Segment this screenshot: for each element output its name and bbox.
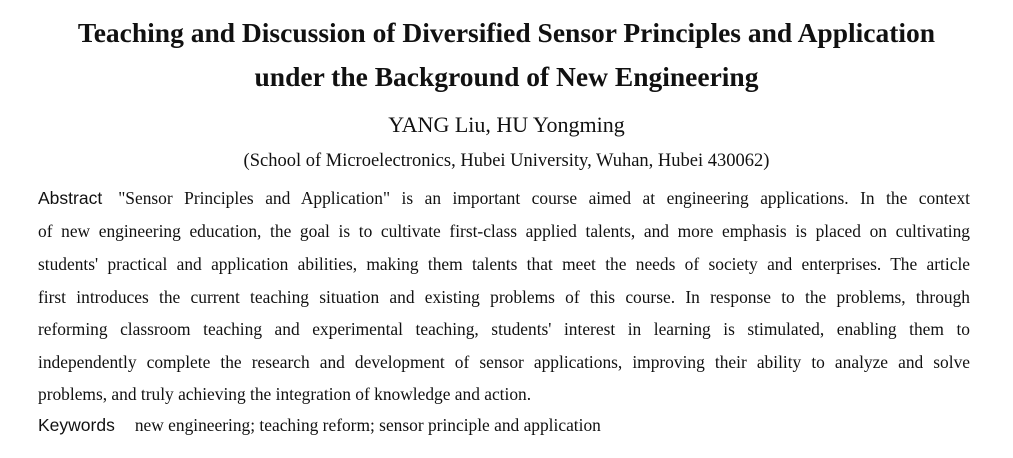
keywords-text: new engineering; teaching reform; sensor principle and application — [134, 415, 601, 435]
abstract-text-line: "Sensor Principles and Application" is an important course aimed at engineering applications. In the context — [118, 188, 970, 208]
paper-authors: YANG Liu, HU Yongming — [388, 112, 625, 137]
keywords-line — [38, 413, 601, 437]
abstract-line-1 — [38, 186, 970, 210]
paper-title-line-2: under the Background of New Engineering — [254, 61, 759, 92]
abstract-label: Abstract — [38, 188, 103, 208]
abstract-line-4: first introduces the current teaching situation and existing problems of this course. In response to the problems, through — [38, 287, 970, 307]
paper-affiliation: (School of Microelectronics, Hubei University, Wuhan, Hubei 430062) — [243, 151, 770, 171]
abstract-line-3: students' practical and application abilities, making them talents that meet the needs of society and enterprises. The article — [38, 254, 970, 274]
abstract-line-2: of new engineering education, the goal is to cultivate first-class applied talents, and more emphasis is placed on cultivating — [38, 221, 970, 241]
abstract-line-5: reforming classroom teaching and experimental teaching, students' interest in learning is stimulated, enabling them to — [38, 319, 970, 339]
keywords-label: Keywords — [38, 415, 115, 435]
paper-title-line-1: Teaching and Discussion of Diversified Sensor Principles and Application — [77, 17, 936, 48]
abstract-line-7: problems, and truly achieving the integration of knowledge and action. — [38, 384, 532, 404]
abstract-line-6: independently complete the research and development of sensor applications, improving their ability to analyze and solve — [38, 352, 970, 372]
